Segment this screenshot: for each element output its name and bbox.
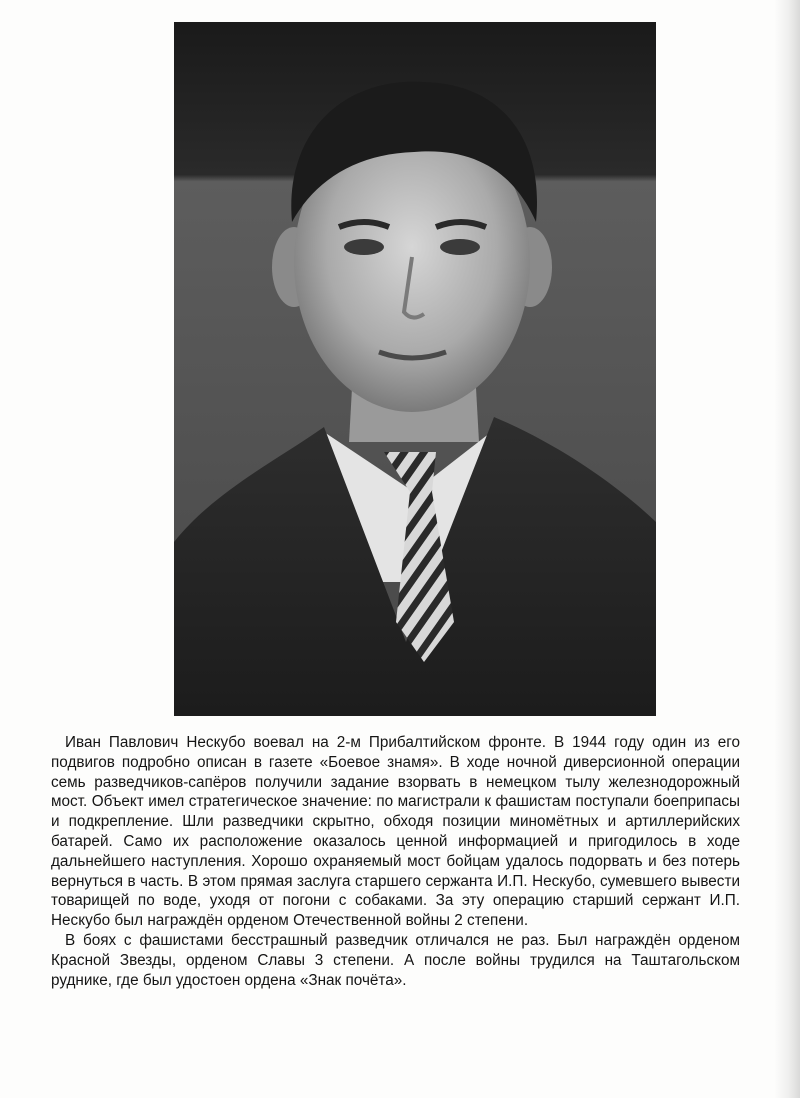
portrait-photo-icon [174,22,656,716]
biography-paragraph-1: Иван Павлович Нескубо воевал на 2-м Прибалтийском фронте. В 1944 году один из его подвигов подробно описан в газете «Боевое знамя». В ходе ночной диверсионной операции семь разведчиков-сапёров получили задание взорвать в немецком тылу железнодорожный мост. Объект имел стратегическое значение: по магистрали к фашистам поступали боеприпасы и подкрепление. Шли разведчики скрытно, обходя позиции миномётных и артиллерийских батарей. Само их расположение оказалось ценной информацией и пригодилось в ходе дальнейшего наступления. Хорошо охраняемый мост бойцам удалось подорвать и без потерь вернуться в часть. В этом прямая заслуга старшего сержанта И.П. Нескубо, сумевшего вывести товарищей по воде, уходя от погони с собаками. За эту операцию старший сержант И.П. Нескубо был награждён орденом Отечественной войны 2 степени. [51,734,740,930]
biography-text [51,733,740,990]
biography-paragraph-2: В боях с фашистами бесстрашный разведчик отличался не раз. Был награждён орденом Красной Звезды, орденом Славы 3 степени. А после войны трудился на Таштагольском руднике, где был удостоен ордена «Знак почёта». [51,931,740,989]
scan-edge-shadow [774,0,800,1098]
portrait-photo [174,22,656,716]
